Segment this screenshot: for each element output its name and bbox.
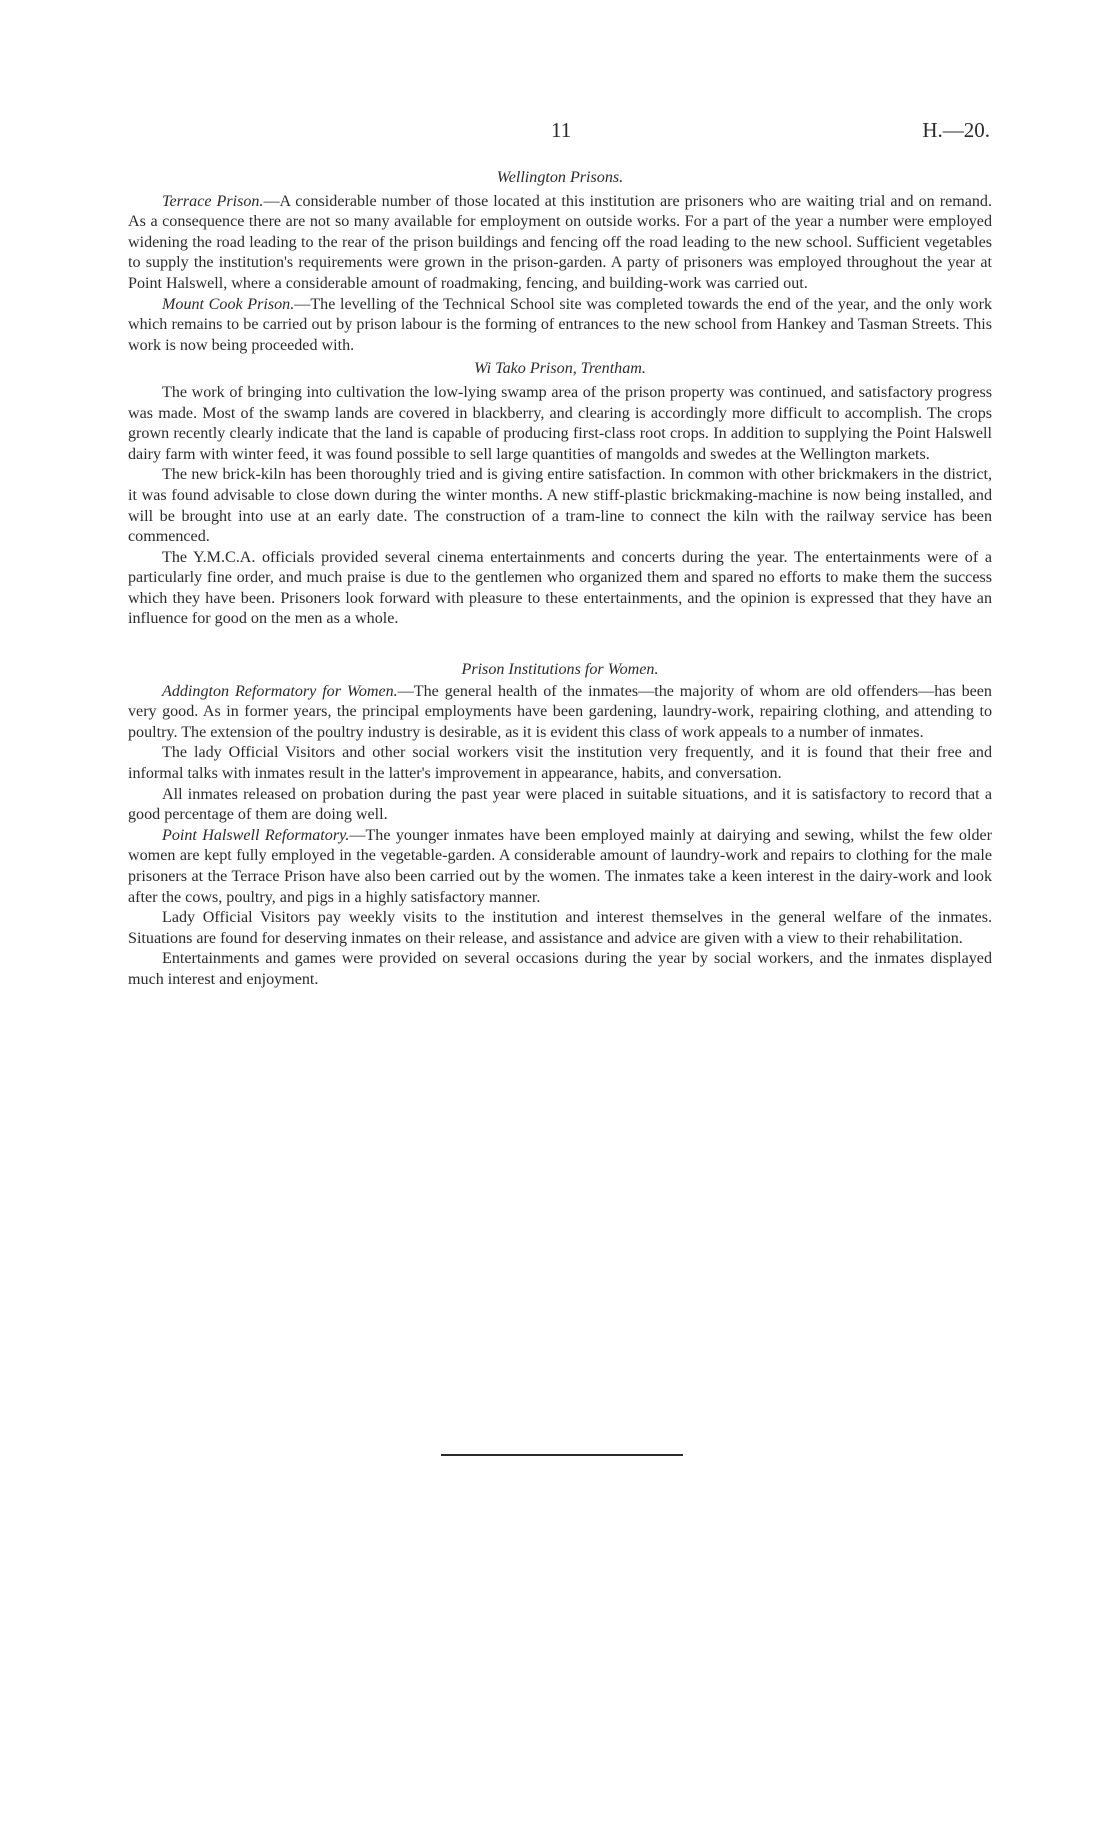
- paragraph-addington-reformatory: [128, 682, 992, 744]
- paragraph-wi-tako-brick-kiln: The new brick-kiln has been thoroughly tried and is giving entire satisfaction. In common with other brickmakers in the district, it was found advisable to close down during the winter months. A new stiff-plastic brickmaking-machine is now being installed, and will be brought into use at an early date. The construction of a tram-line to connect the kiln with the railway service has been commenced.: [128, 466, 992, 546]
- section-heading-wellington-prisons: Wellington Prisons.: [496, 169, 624, 186]
- paragraph-text-terrace-prison: —A considerable number of those located at this institution are prisoners who are waiting trial and on remand. As a consequence there are not so many available for employment on outside works. For a part of the year a number were employed widening the road leading to the rear of the prison buildings and fencing off the road leading to the new school. Sufficient vegetables to supply the institution's requirements were grown in the prison-garden. A party of prisoners was employed throughout the year at Point Halswell, where a considerable amount of roadmaking, fencing, and building-work was carried out.: [128, 192, 992, 292]
- paragraph-official-visitors: The lady Official Visitors and other social workers visit the institution very frequently, and it is found that their free and informal talks with inmates result in the latter's improvement in appearance, habits, and conversation.: [128, 744, 992, 783]
- document-reference: H.—20.: [922, 118, 990, 142]
- paragraph-lead-terrace-prison: Terrace Prison.: [162, 192, 264, 210]
- paragraph-wi-tako-cultivation: The work of bringing into cultivation the low-lying swamp area of the prison property was continued, and satisfactory progress was made. Most of the swamp lands are covered in blackberry, and clearing is accordingly more difficult to accomplish. The crops grown recently clearly indicate that the land is capable of producing first-class root crops. In addition to supplying the Point Halswell dairy farm with winter feed, it was found possible to sell large quantities of mangolds and swedes at the Wellington markets.: [128, 383, 992, 463]
- page-number: 11: [551, 118, 572, 142]
- paragraph-mount-cook-prison: [128, 295, 992, 357]
- paragraph-text-point-halswell-reformatory: —The younger inmates have been employed mainly at dairying and sewing, whilst the few older women are kept fully employed in the vegetable-garden. A considerable amount of laundry-work and repairs to clothing for the male prisoners at the Terrace Prison have also been carried out by the women. The inmates take a keen interest in the dairy-work and look after the cows, poultry, and pigs in a highly satisfactory manner.: [128, 826, 993, 906]
- section-heading-wi-tako-prison: Wi Tako Prison, Trentham.: [474, 360, 646, 378]
- paragraph-wi-tako-ymca: The Y.M.C.A. officials provided several cinema entertainments and concerts during the year. The entertainments were of a particularly fine order, and much praise is due to the gentlemen who organized them and spared no efforts to make them the success which they have been. Prisoners look forward with pleasure to these entertainments, and the opinion is expressed that they have an influence for good on the men as a whole.: [128, 548, 992, 628]
- paragraph-terrace-prison: [128, 192, 992, 295]
- paragraph-point-halswell-reformatory: [128, 826, 992, 908]
- paragraph-entertainments: Entertainments and games were provided on several occasions during the year by social workers, and the inmates displayed much interest and enjoyment.: [128, 950, 992, 988]
- paragraph-probation: All inmates released on probation during the past year were placed in suitable situations, and it is satisfactory to record that a good percentage of them are doing well.: [128, 785, 992, 824]
- paragraph-lead-point-halswell-reformatory: Point Halswell Reformatory.: [162, 826, 350, 844]
- closing-rule: [441, 1454, 683, 1456]
- document-body: [128, 168, 992, 991]
- paragraph-lead-addington-reformatory: Addington Reformatory for Women.: [162, 682, 398, 700]
- paragraph-lady-visitors: Lady Official Visitors pay weekly visits to the institution and interest themselves in the general welfare of the inmates. Situations are found for deserving inmates on their release, and assistance and advice are given with a view to their rehabilitation.: [128, 909, 992, 947]
- paragraph-text-mount-cook-prison: —The levelling of the Technical School site was completed towards the end of the year, and the only work which remains to be carried out by prison labour is the forming of entrances to the new school from Hankey and Tasman Streets. This work is now being proceeded with.: [128, 295, 993, 354]
- paragraph-lead-mount-cook-prison: Mount Cook Prison.: [162, 295, 295, 313]
- section-heading-prison-institutions-women: Prison Institutions for Women.: [461, 661, 659, 679]
- paragraph-text-addington-reformatory: —The general health of the inmates—the majority of whom are old offenders—has been very good. As in former years, the principal employments have been gardening, laundry-work, repairing clothing, and attending to poultry. The extension of the poultry industry is desirable, as it is evident this class of work appeals to a number of inmates.: [128, 682, 992, 741]
